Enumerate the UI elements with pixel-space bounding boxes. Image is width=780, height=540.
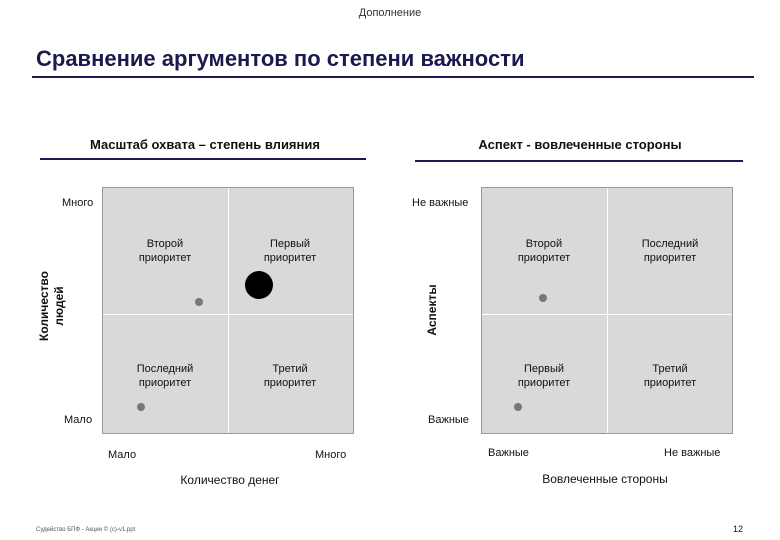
left-x-axis-title: Количество денег (180, 473, 280, 487)
right-cell-top-left: Второй приоритет (517, 238, 571, 264)
right-point-first-priority (514, 403, 522, 411)
left-y-axis-title: Количество людей (37, 271, 66, 341)
left-cell-bottom-right: Третий приоритет (263, 363, 317, 389)
right-point-second-priority (539, 294, 547, 302)
left-grid-vertical-divider (228, 188, 229, 433)
right-heading-rule (415, 160, 743, 162)
title-divider (32, 76, 754, 78)
left-point-last-priority (137, 403, 145, 411)
right-y-top-label: Не важные (412, 197, 469, 209)
right-cell-bottom-right: Третий приоритет (643, 363, 697, 389)
footer-source: Судейство БПФ - Акции © (c)-v1.ppt (36, 527, 136, 533)
left-x-left-label: Мало (108, 449, 137, 461)
right-x-left-label: Важные (488, 447, 529, 459)
right-matrix-heading: Аспект - вовлеченные стороны (478, 137, 682, 152)
page-title: Сравнение аргументов по степени важности (36, 46, 525, 71)
left-point-first-priority (245, 271, 273, 299)
left-cell-bottom-left: Последний приоритет (136, 363, 194, 389)
left-cell-top-left: Второй приоритет (138, 238, 192, 264)
right-x-axis-title: Вовлеченные стороны (542, 472, 668, 486)
left-matrix-heading: Масштаб охвата – степень влияния (90, 137, 320, 152)
right-cell-top-right: Последний приоритет (641, 238, 699, 264)
right-cell-bottom-left: Первый приоритет (517, 363, 571, 389)
left-y-top-label: Много (62, 197, 94, 209)
left-cell-top-right: Первый приоритет (263, 238, 317, 264)
section-header: Дополнение (358, 7, 422, 19)
left-y-bottom-label: Мало (64, 414, 93, 426)
page-number: 12 (733, 524, 744, 534)
left-point-second-priority (195, 298, 203, 306)
left-heading-rule (40, 158, 366, 160)
right-x-right-label: Не важные (664, 447, 721, 459)
right-grid-horizontal-divider (482, 314, 732, 315)
right-y-bottom-label: Важные (428, 414, 469, 426)
left-x-right-label: Много (315, 449, 347, 461)
right-grid-vertical-divider (607, 188, 608, 433)
left-grid-horizontal-divider (103, 314, 353, 315)
right-y-axis-title: Аспекты (425, 284, 439, 336)
